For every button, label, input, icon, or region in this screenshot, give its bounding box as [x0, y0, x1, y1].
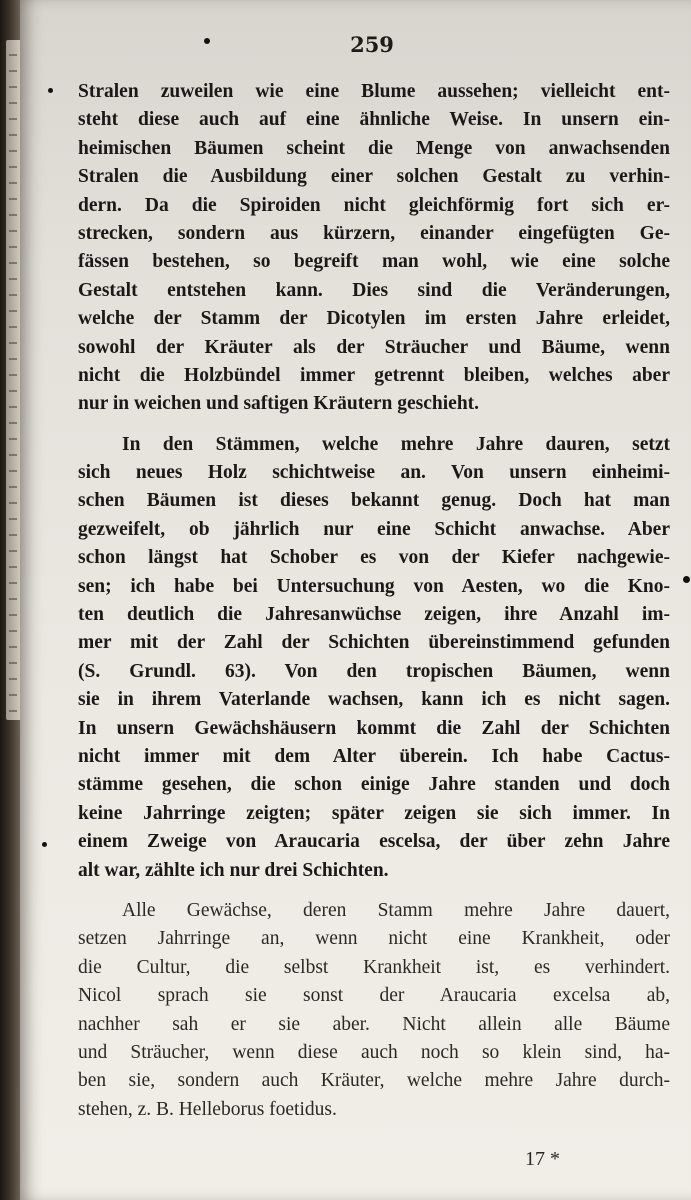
text-line: schen Bäumen ist dieses bekannt genug. Doch hat man [78, 490, 670, 512]
text-line: In unsern Gewächshäusern kommt die Zahl der Schichten [78, 717, 670, 739]
text-line: (S. Grundl. 63). Von den tropischen Bäumen, wenn [78, 660, 670, 682]
body-text [78, 78, 670, 1124]
text-line: mer mit der Zahl der Schichten übereinstimmend gefunden [78, 632, 670, 654]
text-line: und Sträucher, wenn diese auch noch so klein sind, ha- [78, 1041, 670, 1063]
text-line: heimischen Bäumen scheint die Menge von anwachsenden [78, 137, 670, 159]
text-line: setzen Jahrringe an, wenn nicht eine Krankheit, oder [78, 928, 670, 950]
text-line: nachher sah er sie aber. Nicht allein alle Bäume [78, 1013, 670, 1035]
previous-page-edge [6, 40, 20, 720]
text-line: alt war, zählte ich nur drei Schichten. [78, 859, 389, 881]
text-line: strecken, sondern aus kürzern, einander eingefügten Ge- [78, 222, 670, 244]
signature-mark: 17 * [525, 1148, 560, 1170]
text-line: gezweifelt, ob jährlich nur eine Schicht anwachse. Aber [78, 518, 670, 540]
text-line: ben sie, sondern auch Kräuter, welche mehre Jahre durch- [78, 1070, 670, 1092]
text-line: die Cultur, die selbst Krankheit ist, es verhindert. [78, 956, 670, 978]
text-line: sie in ihrem Vaterlande wachsen, kann ich es nicht sagen. [78, 689, 670, 711]
text-line: schon längst hat Schober es von der Kiefer nachgewie- [78, 547, 670, 569]
text-line: Alle Gewächse, deren Stamm mehre Jahre dauert, [122, 899, 670, 921]
text-line: ten deutlich die Jahresanwüchse zeigen, ihre Anzahl im- [78, 604, 670, 626]
text-line: nicht immer mit dem Alter überein. Ich habe Cactus- [78, 745, 670, 767]
paragraph-2 [78, 431, 670, 885]
text-line: Gestalt entstehen kann. Dies sind die Veränderungen, [78, 279, 670, 301]
ink-speck [683, 576, 690, 583]
paragraph-3 [78, 897, 670, 1124]
text-line: steht diese auch auf eine ähnliche Weise. In unsern ein- [78, 109, 670, 131]
ink-speck [48, 88, 53, 93]
text-line: nur in weichen und saftigen Kräutern geschieht. [78, 393, 480, 415]
text-line: welche der Stamm der Dicotylen im ersten Jahre erleidet, [78, 308, 670, 330]
text-line: nicht die Holzbündel immer getrennt bleiben, welches aber [78, 364, 670, 386]
text-line: sen; ich habe bei Untersuchung von Aesten, wo die Kno- [78, 575, 670, 597]
text-line: Stralen zuweilen wie eine Blume aussehen; vielleicht ent- [78, 81, 670, 102]
ink-speck [42, 842, 47, 847]
paragraph-1 [78, 78, 670, 419]
book-page [20, 0, 691, 1200]
text-line: Stralen die Ausbildung einer solchen Gestalt zu verhin- [78, 166, 670, 188]
text-line: Nicol sprach sie sonst der Araucaria excelsa ab, [78, 985, 670, 1007]
ink-speck [204, 38, 210, 44]
text-line: keine Jahrringe zeigten; später zeigen sie sich immer. In [78, 802, 670, 824]
text-line: einem Zweige von Araucaria escelsa, der über zehn Jahre [78, 831, 670, 853]
text-line: In den Stämmen, welche mehre Jahre dauren, setzt [122, 433, 670, 455]
text-line: dern. Da die Spiroiden nicht gleichförmig fort sich er- [78, 194, 670, 216]
text-line: sich neues Holz schichtweise an. Von unsern einheimi- [78, 462, 670, 484]
text-line: stehen, z. B. Helleborus foetidus. [78, 1098, 337, 1120]
text-line: sowohl der Kräuter als der Sträucher und Bäume, wenn [78, 336, 670, 358]
text-line: fässen bestehen, so begreift man wohl, wie eine solche [78, 251, 670, 273]
text-line: stämme gesehen, die schon einige Jahre standen und doch [78, 774, 670, 796]
page-number: 259 [350, 32, 394, 57]
